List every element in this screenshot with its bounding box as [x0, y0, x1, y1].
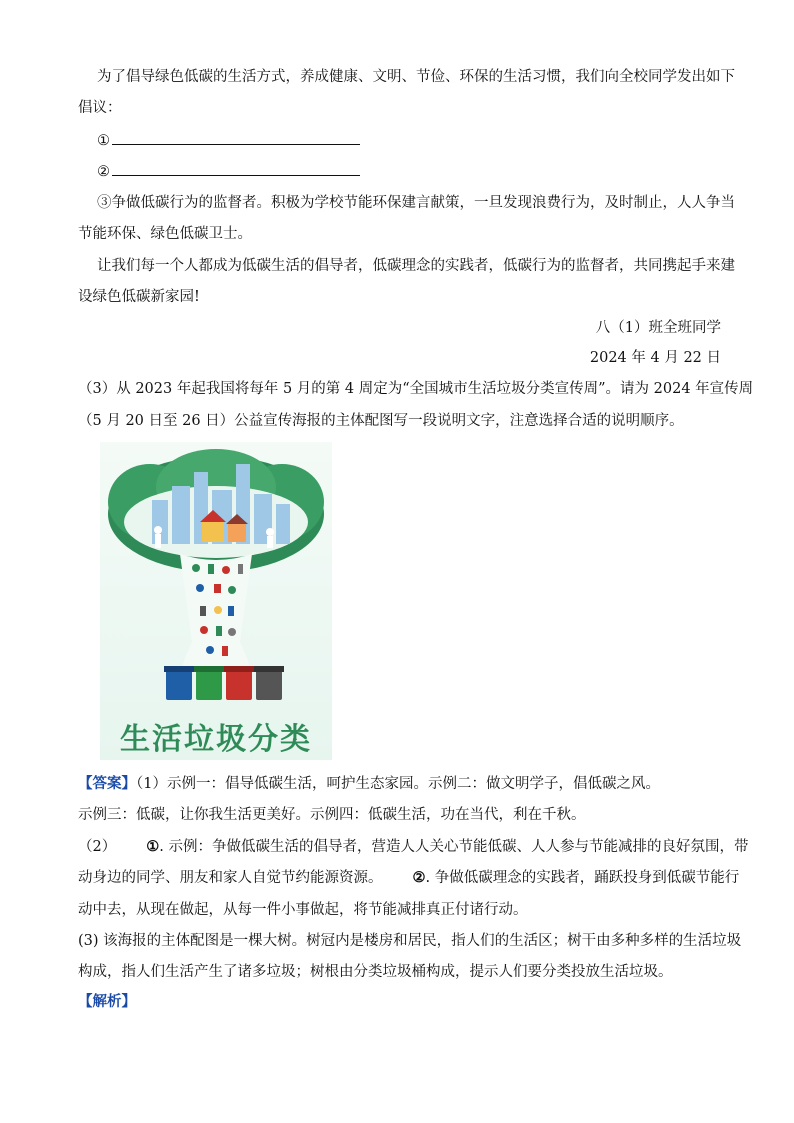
blank-1-label: ① [97, 133, 110, 149]
answer-2-text2a: 动身边的同学、朋友和家人自觉节约能源资源。 [78, 870, 383, 886]
proposal-intro-line1: 为了倡导绿色低碳的生活方式，养成健康、文明、节俭、环保的生活习惯，我们向全校同学发出如下 [97, 69, 735, 85]
answer-1-line2: 示例三：低碳，让你我生活更美好。示例四：低碳生活，功在当代，利在千秋。 [78, 807, 586, 823]
item3-line1: ③争做低碳行为的监督者。积极为学校节能环保建言献策，一旦发现浪费行为，及时制止，人人争当 [97, 195, 735, 211]
blank-1-underline [112, 130, 360, 145]
sorting-bins [164, 666, 284, 700]
analysis-tag: 【解析】 [78, 994, 136, 1010]
signature: 八（1）班全班同学 [595, 320, 721, 336]
answer-tag: 【答案】 [78, 776, 136, 792]
answer-1-text: （1）示例一：倡导低碳生活，呵护生态家园。示例二：做文明学子，倡低碳之风。 [136, 776, 660, 792]
answer-3-line2: 构成，指人们生活产生了诸多垃圾；树根由分类垃圾桶构成，提示人们要分类投放生活垃圾。 [78, 964, 673, 980]
answer-2-line3: 动中去，从现在做起，从每一件小事做起，将节能减排真正付诸行动。 [78, 902, 528, 918]
answer-2-circle2: ② [412, 869, 426, 886]
answer-2-number: （2） [78, 839, 117, 855]
blank-1 [97, 130, 360, 151]
answer-2-circle1: ① [146, 838, 160, 855]
answer-2-text1: . 示例：争做低碳生活的倡导者，营造人人关心节能低碳、人人参与节能减排的良好氛围，带 [159, 839, 749, 855]
question3-line1: （3）从 2023 年起我国将每年 5 月的第 4 周定为“全国城市生活垃圾分类宣传周”。请为 2024 年宣传周 [78, 381, 754, 397]
trunk-garbage-items [180, 554, 252, 672]
date: 2024 年 4 月 22 日 [589, 350, 721, 366]
question3-line2: （5 月 20 日至 26 日）公益宣传海报的主体配图写一段说明文字，注意选择合适的说明顺序。 [78, 413, 684, 429]
item3-line2: 节能环保、绿色低碳卫士。 [78, 226, 252, 242]
blank-2-underline [112, 161, 360, 176]
answer-2-line1 [78, 837, 748, 857]
garbage-sorting-poster [100, 442, 332, 760]
proposal-intro-line2: 倡议： [78, 100, 122, 116]
answer-2-line2 [78, 868, 739, 888]
poster-caption: 生活垃圾分类 [120, 722, 312, 757]
closing-line1: 让我们每一个人都成为低碳生活的倡导者，低碳理念的实践者，低碳行为的监督者，共同携起手来建 [97, 258, 735, 274]
answer-1-line1 [78, 774, 660, 794]
answer-2-text2b: . 争做低碳理念的实践者，踊跃投身到低碳节能行 [425, 870, 740, 886]
blank-2-label: ② [97, 164, 110, 180]
answer-3-line1: (3) 该海报的主体配图是一棵大树。树冠内是楼房和居民，指人们的生活区；树干由多种多样的生活垃圾 [78, 933, 742, 949]
blank-2 [97, 161, 360, 182]
tree-illustration [100, 442, 332, 760]
closing-line2: 设绿色低碳新家园! [78, 289, 200, 305]
